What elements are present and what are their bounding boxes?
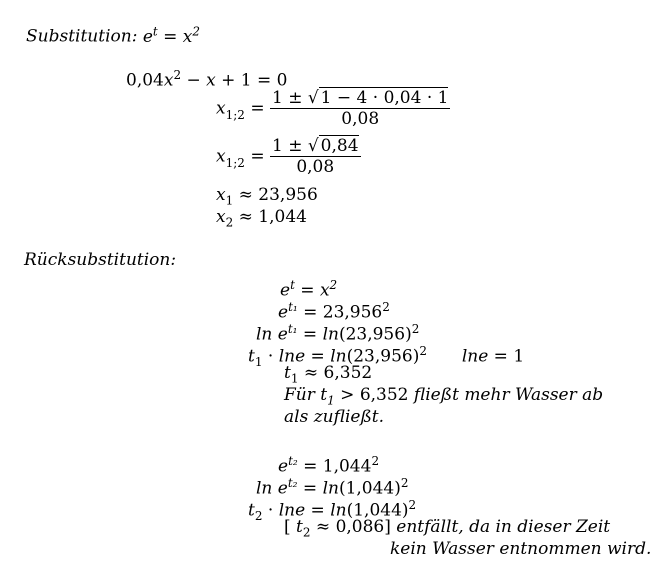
substitution-heading bbox=[26, 20, 200, 48]
substitution-equation: $e^t = x^2$ bbox=[142, 24, 201, 47]
quadratic-formula-2: $x_{1;2}$ = $\frac{1 \pm √ 0,84}{0,08}$ bbox=[216, 136, 359, 177]
fraction-2-denominator: 0,08 bbox=[296, 157, 335, 177]
solution-x2: $x_2 \approx 1,044$ bbox=[216, 207, 307, 230]
back-sub-line-2: $e^{t_1} = 23,956^2$ bbox=[278, 300, 390, 323]
conclusion-line-2: als zufließt. bbox=[284, 407, 385, 427]
quadratic-formula-1: $x_{1;2}$ = $\frac{1 \pm √ 1 - 4 \cdot 0,04 \cdot 1}{0,08}$ bbox=[216, 88, 449, 129]
back-sub-line-6: $\ln e^{t_2} = \ln(1,044)^2$ bbox=[256, 476, 409, 499]
ruecksubstitution-heading: Rücksubstitution: bbox=[24, 250, 177, 270]
fraction-1 bbox=[270, 88, 450, 129]
fraction-2 bbox=[270, 136, 361, 177]
back-sub-t1: $t_1 \approx 6,352$ bbox=[284, 363, 373, 386]
back-sub-line-7: $t_2 \cdot \ln e = \ln(1,044)^2$ bbox=[248, 498, 417, 524]
substitution-label: Substitution: bbox=[26, 26, 138, 47]
fraction-2-numerator: 1 ± √ 0,84 bbox=[271, 136, 359, 156]
conclusion-line-4: kein Wasser entnommen wird. bbox=[390, 539, 652, 559]
back-sub-line-1: $e^t = x^2$ bbox=[280, 278, 338, 301]
fraction-1-denominator: 0,08 bbox=[341, 109, 380, 129]
quadratic-equation: $0,04x^2 - x + 1 = 0$ bbox=[126, 68, 288, 91]
conclusion-line-3: [ $t_2 \approx 0,086$] entfällt, da in dieser Zeit bbox=[284, 517, 611, 540]
conclusion-line-1: Für $t_1 > 6,352$ fließt mehr Wasser ab bbox=[284, 385, 604, 408]
fraction-1-numerator: 1 ± √ 1 − 4 · 0,04 · 1 bbox=[271, 88, 449, 108]
back-sub-line-5: $e^{t_2} = 1,044^2$ bbox=[278, 454, 380, 477]
back-sub-line-4: $t_1 \cdot \ln e = \ln(23,956)^2$ lne = 1 bbox=[248, 344, 525, 370]
back-sub-line-3: $\ln e^{t_1} = \ln(23,956)^2$ bbox=[256, 322, 420, 345]
lne-note: lne bbox=[461, 346, 489, 367]
solution-x1: $x_1 \approx 23,956$ bbox=[216, 185, 318, 208]
